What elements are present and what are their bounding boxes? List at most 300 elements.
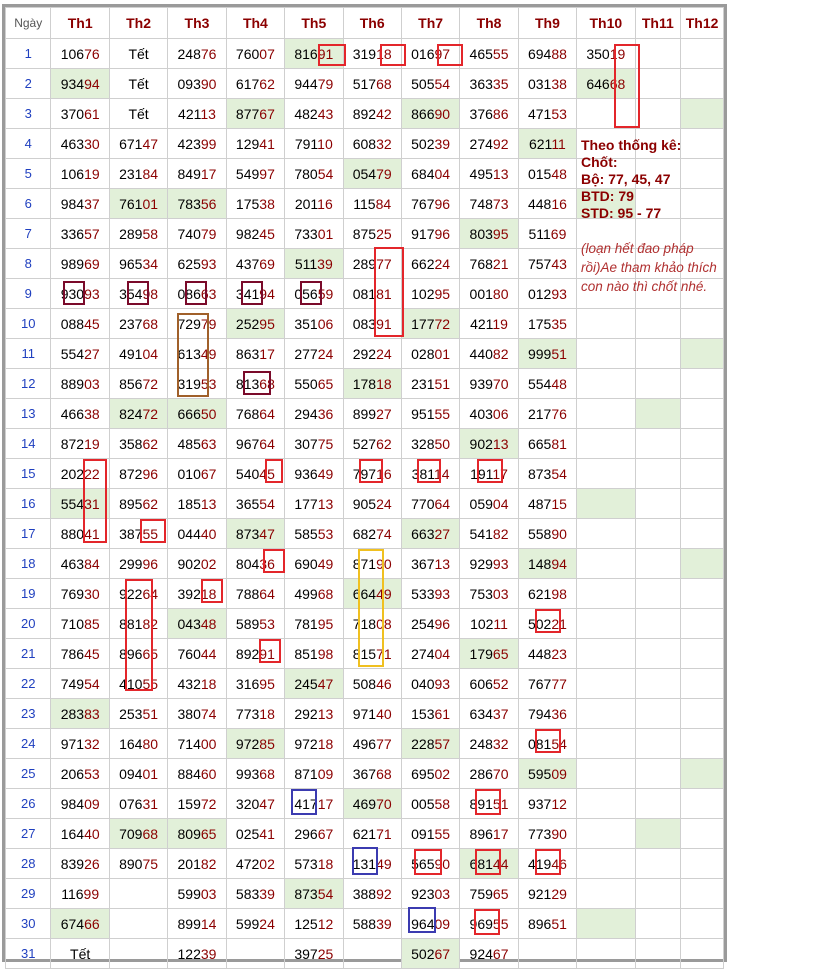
day-number: 28 [6,849,51,879]
result-cell [401,639,459,669]
number-tail: 00 [200,735,217,752]
result-cell [635,579,681,609]
number-head: 363 [469,75,493,92]
result-cell [577,309,635,339]
number-tail: 45 [84,645,100,662]
result-cell [577,789,635,819]
number-tail: 64 [142,585,159,602]
number-head: 201 [294,195,318,212]
result-cell [109,939,167,969]
number-tail: 42 [376,105,392,122]
result-cell [577,699,635,729]
number-tail: 13 [434,555,451,572]
table-row [6,819,724,849]
number-head: 122 [177,945,201,962]
result-cell [518,789,576,819]
result-cell [285,939,343,969]
result-cell [401,219,459,249]
result-cell [343,519,401,549]
result-cell [109,249,167,279]
result-cell [635,729,681,759]
number-head: 550 [294,375,318,392]
number-tail: 08 [376,615,392,632]
number-tail: 64 [434,495,451,512]
number-head: 469 [352,795,377,812]
result-cell [577,909,635,939]
number-tail: 95 [259,675,275,692]
result-cell [460,579,518,609]
result-cell [577,639,635,669]
result-cell [681,459,724,489]
number-head: 294 [294,405,318,422]
number-head: 729 [177,315,201,332]
result-cell [460,849,518,879]
number-head: 015 [527,165,552,182]
result-cell [681,909,724,939]
number-head: 873 [235,525,260,542]
number-tail: 62 [142,435,159,452]
number-tail: 43 [551,255,567,272]
note-comment: (loạn hết đao pháp rồi)Ae tham khảo thích con nào thì chốt nhé. [581,241,717,294]
number-head: 884 [177,765,201,782]
result-cell [518,609,576,639]
number-tail: 61 [84,105,100,122]
table-row [6,939,724,969]
number-tail: 44 [200,645,217,662]
number-head: 448 [527,195,552,212]
day-number: 21 [6,639,51,669]
number-head: 794 [527,705,552,722]
number-head: 666 [177,405,201,422]
result-cell [285,339,343,369]
number-head: 106 [60,45,85,62]
number-tail: 65 [492,885,509,902]
result-cell [681,849,724,879]
result-cell [109,759,167,789]
result-cell [285,639,343,669]
number-tail: 43 [317,105,334,122]
result-cell [635,69,681,99]
number-tail: 07 [259,45,275,62]
result-cell [460,369,518,399]
result-cell [343,939,401,969]
number-tail: 90 [551,825,567,842]
result-cell [168,249,226,279]
result-cell [518,519,576,549]
number-tail: 09 [434,915,451,932]
number-head: 125 [294,915,318,932]
number-head: 585 [294,525,318,542]
result-cell [51,69,109,99]
result-cell [343,159,401,189]
result-cell [226,129,284,159]
number-tail: 18 [259,705,275,722]
number-tail: 72 [142,375,159,392]
number-tail: 24 [259,915,275,932]
result-cell [226,249,284,279]
number-head: 419 [527,855,552,872]
result-cell [401,339,459,369]
result-cell [168,39,226,69]
number-tail: 84 [375,195,392,212]
number-head: 621 [527,585,552,602]
number-head: 106 [60,165,85,182]
result-cell [460,819,518,849]
number-tail: 75 [317,435,334,452]
result-cell [460,639,518,669]
day-number: 11 [6,339,51,369]
header-month: Th12 [681,8,724,39]
result-cell [168,339,226,369]
number-tail: 55 [142,525,159,542]
number-tail: 80 [142,735,159,752]
number-tail: 02 [434,765,451,782]
result-cell [285,789,343,819]
number-head: 896 [119,645,143,662]
number-tail: 50 [434,435,451,452]
number-head: 875 [352,225,377,242]
result-cell [343,309,401,339]
number-head: 217 [527,405,552,422]
number-head: 527 [352,435,377,452]
number-tail: 79 [317,75,334,92]
result-cell [226,699,284,729]
number-head: 681 [469,855,493,872]
result-cell [226,309,284,339]
number-head: 495 [469,165,493,182]
number-head: 031 [527,75,552,92]
number-tail: 79 [200,315,217,332]
number-head: 767 [527,675,552,692]
number-head: 328 [411,435,435,452]
number-head: 929 [469,555,493,572]
result-cell [635,699,681,729]
result-cell [635,759,681,789]
number-head: 881 [119,615,143,632]
result-cell: Tết [109,99,167,129]
number-tail: 86 [492,105,509,122]
number-tail: 68 [376,75,392,92]
number-head: 185 [177,495,201,512]
result-cell [401,309,459,339]
number-tail: 58 [434,795,451,812]
number-head: 573 [294,855,318,872]
number-tail: 22 [84,465,100,482]
result-cell [285,399,343,429]
number-tail: 71 [376,825,392,842]
number-head: 231 [119,165,143,182]
number-head: 164 [60,825,85,842]
number-tail: 49 [376,855,392,872]
result-cell [518,819,576,849]
result-cell [285,369,343,399]
result-cell [168,729,226,759]
number-tail: 03 [492,585,509,602]
number-tail: 62 [259,75,275,92]
number-tail: 57 [434,735,451,752]
number-tail: 06 [492,405,509,422]
number-head: 989 [60,255,85,272]
table-row [6,879,724,909]
day-number: 14 [6,429,51,459]
number-tail: 24 [376,495,392,512]
result-cell [635,489,681,519]
result-cell [460,219,518,249]
number-head: 482 [294,105,318,122]
number-head: 159 [177,795,201,812]
number-tail: 24 [434,255,451,272]
day-number: 12 [6,369,51,399]
number-tail: 45 [84,315,100,332]
table-row [6,759,724,789]
result-cell [285,309,343,339]
number-tail: 41 [259,825,275,842]
result-cell [635,819,681,849]
number-tail: 04 [434,165,451,182]
result-cell [401,669,459,699]
day-number: 7 [6,219,51,249]
number-head: 613 [177,345,201,362]
number-head: 367 [411,555,435,572]
number-tail: 04 [492,495,509,512]
number-head: 803 [469,225,493,242]
number-head: 621 [352,825,377,842]
number-head: 621 [528,135,552,152]
result-cell [168,669,226,699]
result-cell [460,519,518,549]
number-head: 177 [294,495,318,512]
result-cell [343,279,401,309]
result-cell [51,459,109,489]
number-tail: 68 [317,585,334,602]
result-cell [401,159,459,189]
result-cell [460,399,518,429]
result-cell [168,939,226,969]
number-tail: 53 [551,105,567,122]
number-tail: 65 [142,645,159,662]
result-cell [635,519,681,549]
number-tail: 97 [434,45,451,62]
number-head: 466 [60,405,85,422]
result-cell [109,639,167,669]
number-head: 129 [235,135,260,152]
result-cell [226,789,284,819]
number-tail: 49 [317,555,334,572]
result-cell [343,699,401,729]
header-month: Th11 [635,8,681,39]
number-head: 044 [177,525,201,542]
number-tail: 97 [259,165,275,182]
result-cell [168,579,226,609]
number-head: 410 [119,675,143,692]
number-tail: 85 [259,735,275,752]
result-cell [285,849,343,879]
table-row [6,909,724,939]
result-cell [109,729,167,759]
number-tail: 21 [551,615,567,632]
number-tail: 30 [84,135,100,152]
number-head: 971 [352,705,377,722]
result-cell [401,909,459,939]
number-head: 081 [527,735,552,752]
number-tail: 36 [259,555,275,572]
number-head: 059 [469,495,493,512]
number-tail: 93 [551,285,567,302]
number-tail: 67 [317,825,334,842]
number-head: 054 [352,165,377,182]
result-cell [109,699,167,729]
result-cell [577,939,635,969]
result-cell [168,909,226,939]
result-cell [285,699,343,729]
number-tail: 48 [551,375,567,392]
number-head: 984 [60,195,85,212]
number-head: 102 [411,285,435,302]
number-tail: 26 [84,855,100,872]
result-cell [343,69,401,99]
number-head: 440 [469,345,493,362]
result-cell [577,669,635,699]
number-tail: 96 [142,465,159,482]
number-tail: 73 [492,195,509,212]
number-head: 392 [177,585,201,602]
number-tail: 84 [142,165,159,182]
number-tail: 49 [376,585,392,602]
number-head: 091 [411,825,435,842]
number-tail: 49 [317,465,334,482]
result-cell [51,819,109,849]
result-cell [168,699,226,729]
number-head: 767 [411,195,435,212]
number-tail: 75 [142,855,159,872]
result-cell [285,909,343,939]
result-cell [577,729,635,759]
result-cell [51,699,109,729]
number-head: 896 [527,915,552,932]
header-month: Th6 [343,8,401,39]
number-head: 993 [235,765,260,782]
number-tail: 14 [433,465,450,482]
result-cell [109,129,167,159]
result-cell [343,399,401,429]
result-cell [401,939,459,969]
number-head: 753 [469,585,493,602]
result-cell [285,279,343,309]
number-head: 316 [235,675,260,692]
number-head: 496 [352,735,377,752]
number-tail: 90 [434,855,451,872]
result-cell [681,669,724,699]
day-number: 10 [6,309,51,339]
result-cell: Tết [109,39,167,69]
number-head: 254 [411,615,435,632]
result-cell [109,819,167,849]
day-number: 5 [6,159,51,189]
number-tail: 44 [492,855,509,872]
number-tail: 13 [317,705,334,722]
number-tail: 53 [317,525,334,542]
number-head: 511 [528,225,551,242]
number-head: 094 [119,765,143,782]
result-cell [168,159,226,189]
day-number: 24 [6,729,51,759]
header-month: Th10 [577,8,635,39]
number-tail: 72 [200,795,217,812]
result-cell [460,759,518,789]
result-cell [343,429,401,459]
header-row [6,8,724,39]
number-head: 871 [352,555,377,572]
number-head: 001 [469,285,493,302]
number-tail: 68 [259,375,275,392]
result-cell [518,699,576,729]
result-cell [109,579,167,609]
number-tail: 46 [551,855,567,872]
number-head: 248 [177,45,201,62]
number-tail: 02 [200,555,217,572]
result-cell [168,489,226,519]
note-bo: Bộ: 77, 45, 47 [581,171,671,187]
result-cell [681,69,724,99]
day-number: 3 [6,99,51,129]
number-head: 148 [527,555,552,572]
number-head: 388 [352,885,377,902]
result-cell [343,219,401,249]
number-head: 417 [294,795,318,812]
table-row [6,849,724,879]
number-head: 115 [353,195,376,212]
number-head: 554 [527,375,552,392]
number-tail: 94 [551,555,567,572]
number-tail: 53 [259,615,275,632]
number-head: 892 [235,645,260,662]
number-head: 381 [411,465,434,482]
number-tail: 90 [434,105,451,122]
result-cell [343,99,401,129]
number-head: 277 [294,345,318,362]
number-tail: 74 [200,705,217,722]
result-cell [681,309,724,339]
result-cell [51,489,109,519]
result-cell [343,369,401,399]
number-head: 880 [60,525,85,542]
result-cell [51,849,109,879]
number-tail: 02 [259,855,275,872]
number-tail: 93 [84,285,100,302]
number-tail: 17 [200,165,217,182]
number-tail: 58 [142,225,159,242]
number-tail: 11 [493,615,508,632]
number-head: 824 [119,405,143,422]
table-row [6,429,724,459]
number-head: 283 [60,705,85,722]
number-head: 307 [294,435,318,452]
result-cell [401,249,459,279]
result-cell [51,99,109,129]
table-row [6,729,724,759]
table-row [6,369,724,399]
table-row [6,339,724,369]
result-cell [51,789,109,819]
number-head: 634 [469,705,493,722]
result-cell [285,99,343,129]
result-cell [285,249,343,279]
number-tail: 24 [376,345,392,362]
number-tail: 54 [317,165,334,182]
note-chot: Chốt: [581,154,618,170]
number-tail: 64 [259,435,275,452]
number-tail: 69 [259,255,275,272]
